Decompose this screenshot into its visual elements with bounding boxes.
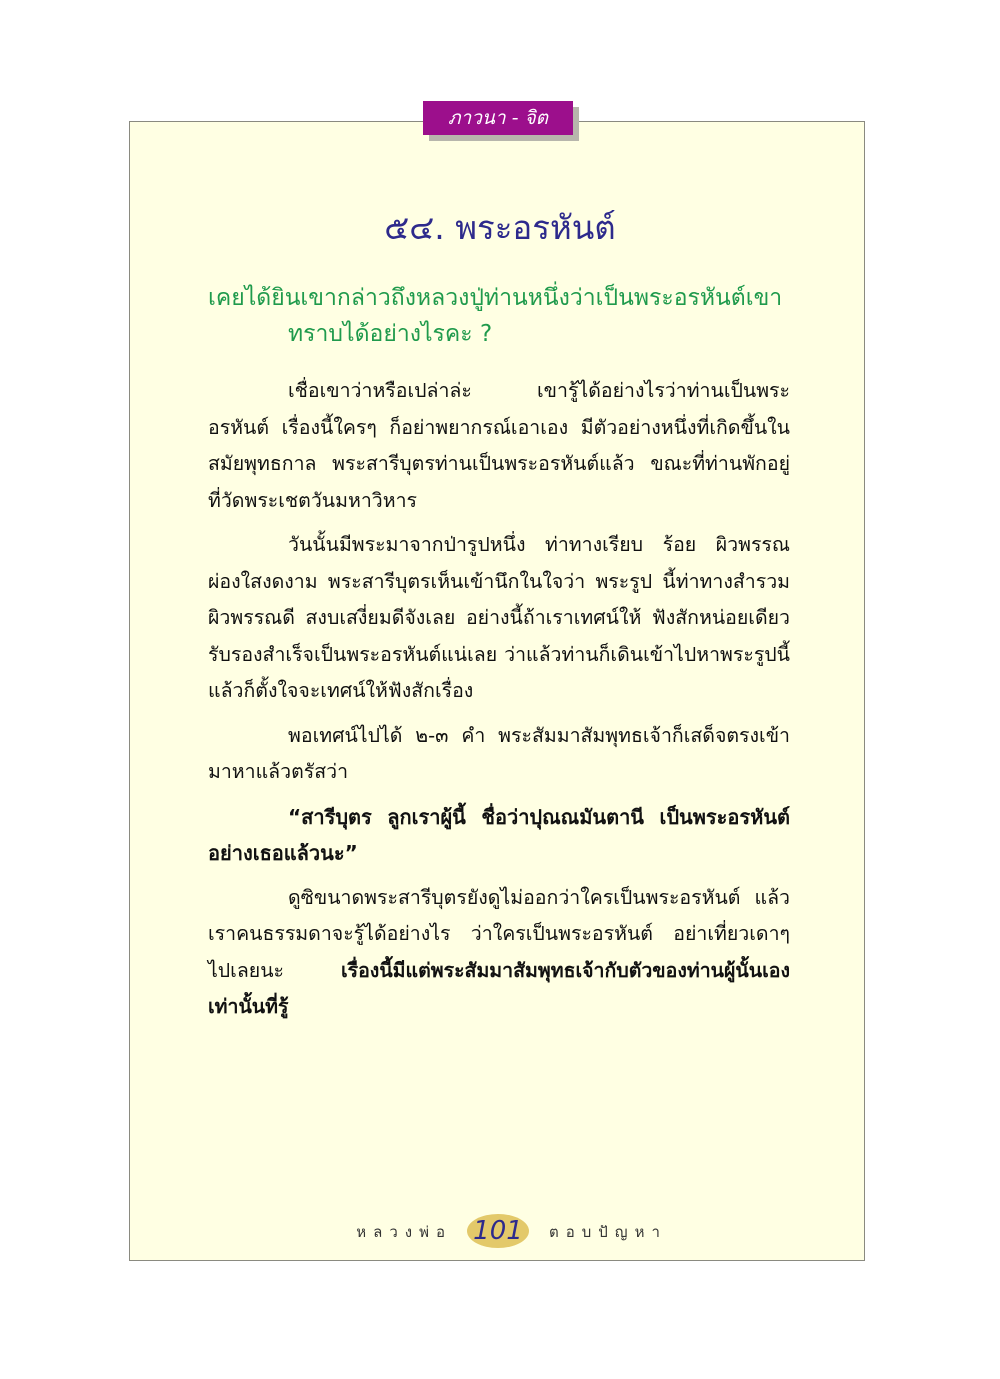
paragraph-4-text: ดูซิขนาดพระสารีบุตรยังดูไม่ออกว่าใครเป็นพระอรหันต์ แล้วเราคนธรรมดาจะรู้ได้อย่างไร ว่าใครเป็นพระอรหันต์ อย่าเที่ยวเดาๆ ไปเลยนะ [208,885,790,982]
paragraph-4-bold: เรื่องนี้มีแต่พระสัมมาสัมพุทธเจ้ากับตัวของท่านผู้นั้นเองเท่านั้นที่รู้ [208,958,790,1018]
answer-body [208,373,790,1034]
quote-paragraph: “สารีบุตร ลูกเราผู้นี้ ชื่อว่าปุณณมันตานี เป็นพระอรหันต์อย่างเธอแล้วนะ” [208,804,790,865]
question-line-2: ทราบได้อย่างไรคะ ? [288,321,493,347]
question [208,280,798,352]
paragraph-4 [208,880,790,1026]
footer [0,1212,1000,1252]
paragraph-3: พอเทศน์ไปได้ ๒-๓ คำ พระสัมมาสัมพุทธเจ้าก็เสด็จตรงเข้ามาหาแล้วตรัสว่า [208,723,790,783]
chapter-title: ๕๔. พระอรหันต์ [384,208,616,247]
question-line-1: เคยได้ยินเขากล่าวถึงหลวงปู่ท่านหนึ่งว่าเป็นพระอรหันต์เขา [208,285,783,311]
paragraph-1: เชื่อเขาว่าหรือเปล่าล่ะ เขารู้ได้อย่างไรว่าท่านเป็นพระอรหันต์ เรื่องนี้ใครๆ ก็อย่าพยากรณ์เอาเอง มีตัวอย่างหนึ่งที่เกิดขึ้นในสมัยพุทธกาล พระสารีบุตรท่านเป็นพระอรหันต์แล้ว ขณะที่ท่านพักอยู่ ที่วัดพระเชตวันมหาวิหาร [208,379,790,512]
footer-left-text: หลวงพ่อ [356,1223,452,1241]
page-number: 101 [473,1216,523,1246]
paragraph-2: วันนั้นมีพระมาจากป่ารูปหนึ่ง ท่าทางเรียบ ร้อย ผิวพรรณผ่องใสงดงาม พระสารีบุตรเห็นเข้านึกในใจว่า พระรูป นี้ท่าทางสำรวมผิวพรรณดี สงบเสงี่ยมดีจังเลย อย่างนี้ถ้าเราเทศน์ให้ ฟังสักหน่อยเดียว รับรองสำเร็จเป็นพระอรหันต์แน่เลย ว่าแล้วท่านก็เดินเข้าไปหาพระรูปนี้ แล้วก็ตั้งใจจะเทศน์ให้ฟังสักเรื่อง [208,533,790,702]
section-tab-label: ภาวนา - จิต [423,101,573,135]
footer-right-text: ตอบปัญหา [549,1223,667,1241]
section-tab [423,101,579,141]
